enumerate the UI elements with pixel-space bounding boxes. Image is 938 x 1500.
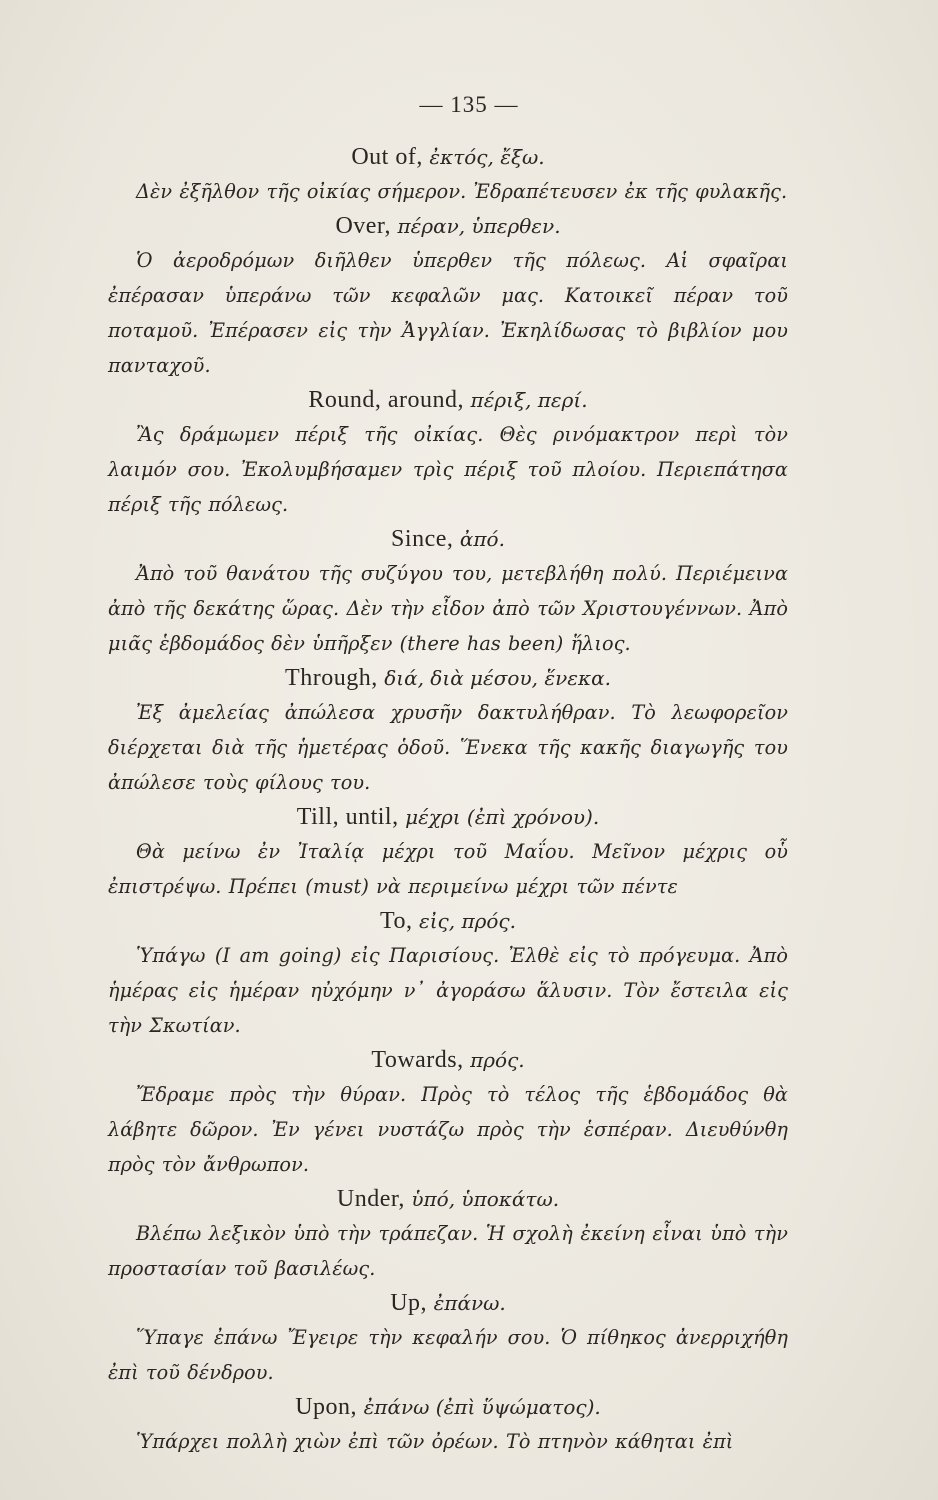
page-body — [108, 140, 788, 1459]
entry-till — [108, 800, 788, 904]
heading-greek: ἐπάνω (ἐπὶ ὕψώματος). — [363, 1395, 601, 1419]
example-text: Θὰ μείνω ἐν Ἰταλίᾳ μέχρι τοῦ Μαΐου. Μεῖνον μέχρις οὗ ἐπιστρέψω. Πρέπει (must) νὰ περιμείνω μέχρι τῶν πέντε — [108, 840, 788, 898]
heading-english: Upon, — [295, 1394, 364, 1420]
entry-heading — [108, 1286, 788, 1320]
entry-examples — [108, 417, 788, 522]
entry-to — [108, 904, 788, 1043]
entry-examples — [108, 1424, 788, 1459]
heading-greek: ἐπάνω. — [433, 1291, 506, 1315]
example-text: Ὑπάρχει πολλὴ χιὼν ἐπὶ τῶν ὀρέων. Τὸ πτηνὸν κάθηται ἐπὶ — [136, 1430, 734, 1453]
entry-examples — [108, 834, 788, 904]
entry-round — [108, 383, 788, 522]
example-text: Ἔδραμε πρὸς τὴν θύραν. Πρὸς τὸ τέλος τῆς ἑβδομάδος θὰ λάβητε δῶρον. Ἐν γένει νυστάζω πρὸς τὴν ἑσπέραν. Διευθύνθη πρὸς τὸν ἄνθρωπον. — [108, 1083, 788, 1176]
heading-greek: μέχρι (ἐπὶ χρόνου). — [405, 805, 600, 829]
example-text: Ὑπάγω (I am going) εἰς Παρισίους. Ἐλθὲ εἰς τὸ πρόγευμα. Ἀπὸ ἡμέρας εἰς ἡμέραν ηὐχόμην ν᾿ ἀγοράσω ἅλυσιν. Τὸν ἔστειλα εἰς τὴν Σκωτίαν. — [108, 944, 788, 1037]
entry-examples — [108, 1320, 788, 1390]
entry-heading — [108, 140, 788, 174]
entry-examples — [108, 556, 788, 661]
heading-english: Over, — [335, 213, 398, 239]
heading-english: Round, around, — [308, 387, 471, 413]
example-text: Ἀπὸ τοῦ θανάτου τῆς συζύγου του, μετεβλήθη πολύ. Περιέμεινα ἀπὸ τῆς δεκάτης ὥρας. Δὲν τὴν εἶδον ἀπὸ τῶν Χριστουγέννων. Ἀπὸ μιᾶς ἑβδομάδος δὲν ὑπῆρξεν (there has been) ἥλιος. — [108, 562, 788, 655]
heading-english: Till, until, — [296, 804, 406, 830]
entry-examples — [108, 695, 788, 800]
heading-greek: ἐκτός, ἔξω. — [429, 145, 545, 169]
heading-greek: ὑπό, ὑποκάτω. — [411, 1187, 560, 1211]
entry-examples — [108, 1216, 788, 1286]
entry-heading — [108, 209, 788, 243]
example-text: Ὁ ἀεροδρόμων διῆλθεν ὑπερθεν τῆς πόλεως. Αἱ σφαῖραι ἐπέρασαν ὑπεράνω τῶν κεφαλῶν μας. Κατοικεῖ πέραν τοῦ ποταμοῦ. Ἐπέρασεν εἰς τὴν Ἀγγλίαν. Ἐκηλίδωσας τὸ βιβλίον μου πανταχοῦ. — [108, 249, 788, 377]
entry-heading — [108, 1043, 788, 1077]
heading-greek: διά, διὰ μέσου, ἕνεκα. — [384, 666, 611, 690]
page-number: — 135 — — [419, 92, 519, 117]
heading-english: Towards, — [371, 1047, 471, 1073]
example-text: Βλέπω λεξικὸν ὑπὸ τὴν τράπεζαν. Ἡ σχολὴ ἐκείνη εἶναι ὑπὸ τὴν προστασίαν τοῦ βασιλέως. — [108, 1222, 788, 1280]
example-text: Δὲν ἐξῆλθον τῆς οἰκίας σήμερον. Ἐδραπέτευσεν ἐκ τῆς φυλακῆς. — [136, 180, 788, 203]
entry-heading — [108, 1390, 788, 1424]
entry-up — [108, 1286, 788, 1390]
heading-greek: εἰς, πρός. — [418, 909, 516, 933]
entry-examples — [108, 243, 788, 383]
heading-english: Since, — [391, 526, 460, 552]
entry-heading — [108, 800, 788, 834]
entry-towards — [108, 1043, 788, 1182]
entry-under — [108, 1182, 788, 1286]
heading-greek: πέραν, ὑπερθεν. — [397, 214, 561, 238]
entry-heading — [108, 383, 788, 417]
entry-heading — [108, 1182, 788, 1216]
entry-since — [108, 522, 788, 661]
heading-english: Through, — [285, 665, 385, 691]
entry-examples — [108, 1077, 788, 1182]
example-text: Ὕπαγε ἐπάνω Ἔγειρε τὴν κεφαλήν σου. Ὁ πίθηκος ἀνερριχήθη ἐπὶ τοῦ δένδρου. — [108, 1326, 788, 1384]
entry-examples — [108, 174, 788, 209]
example-text: Ἂς δράμωμεν πέριξ τῆς οἰκίας. Θὲς ρινόμακτρον περὶ τὸν λαιμόν σου. Ἐκολυμβήσαμεν τρὶς πέριξ τοῦ πλοίου. Περιεπάτησα πέριξ τῆς πόλεως. — [108, 423, 788, 516]
entry-out-of — [108, 140, 788, 209]
entry-heading — [108, 904, 788, 938]
entry-heading — [108, 522, 788, 556]
heading-greek: ἀπό. — [459, 527, 505, 551]
entry-over — [108, 209, 788, 383]
heading-english: Out of, — [351, 144, 430, 170]
heading-english: Under, — [336, 1186, 412, 1212]
example-text: Ἐξ ἀμελείας ἀπώλεσα χρυσῆν δακτυλήθραν. Τὸ λεωφορεῖον διέρχεται διὰ τῆς ἡμετέρας ὁδοῦ. Ἕνεκα τῆς κακῆς διαγωγῆς του ἀπώλεσε τοὺς φίλους του. — [108, 701, 788, 794]
heading-greek: πρός. — [470, 1048, 525, 1072]
entry-examples — [108, 938, 788, 1043]
heading-greek: πέριξ, περί. — [470, 388, 588, 412]
entry-through — [108, 661, 788, 800]
heading-english: Up, — [390, 1290, 434, 1316]
entry-heading — [108, 661, 788, 695]
entry-upon — [108, 1390, 788, 1459]
heading-english: To, — [380, 908, 419, 934]
